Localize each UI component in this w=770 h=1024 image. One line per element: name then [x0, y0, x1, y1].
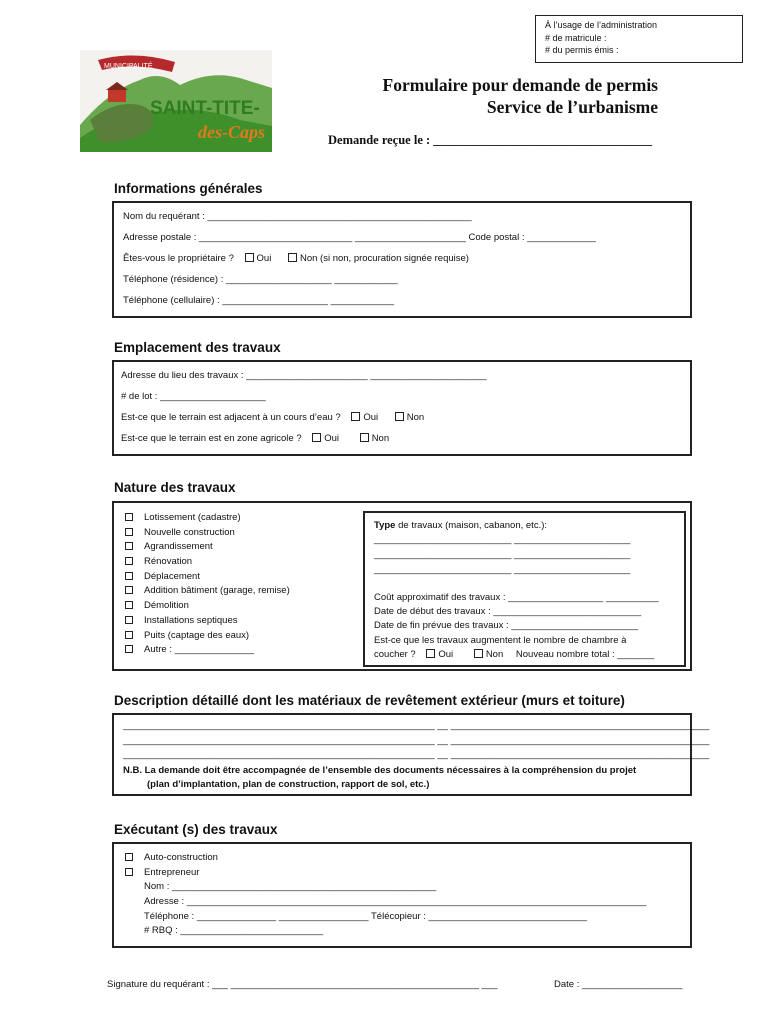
section-heading-general: Informations générales — [114, 181, 263, 196]
watercourse-question-label: Est-ce que le terrain est adjacent à un cours d’eau ? — [121, 412, 341, 423]
description-line-2[interactable]: ___________________________________________________________ __ _________________________________________________ — [123, 735, 710, 746]
list-item-label: Démolition — [144, 600, 189, 612]
bedrooms-no-label: Non — [485, 649, 504, 660]
bedrooms-answer — [374, 648, 654, 661]
agricultural-no-label: Non — [371, 433, 390, 444]
list-item-label: Addition bâtiment (garage, remise) — [144, 585, 290, 597]
cost-field[interactable]: Coût approximatif des travaux : __________________ __________ — [374, 592, 659, 603]
executant-box — [112, 842, 692, 948]
contractor-address-field[interactable]: Adresse : _______________________________________________________________________________________ — [144, 896, 647, 907]
watercourse-no-label: Non — [406, 412, 425, 423]
agricultural-yes-label: Oui — [324, 433, 340, 444]
list-item — [114, 866, 414, 881]
owner-no-label: Non (si non, procuration signée requise) — [299, 253, 469, 264]
executant-options — [114, 851, 414, 880]
list-item — [114, 629, 354, 644]
description-box — [112, 713, 710, 796]
agricultural-yes-checkbox[interactable] — [312, 433, 321, 442]
work-type-heading — [374, 519, 547, 532]
logo-name: SAINT-TITE- — [150, 98, 260, 119]
date-field[interactable]: Date : ___________________ — [554, 979, 683, 990]
phone-cell-field[interactable]: Téléphone (cellulaire) : ____________________ ____________ — [123, 295, 394, 306]
work-type-checkbox[interactable] — [125, 528, 133, 536]
agricultural-no-checkbox[interactable] — [360, 433, 369, 442]
owner-yes-label: Oui — [256, 253, 272, 264]
list-item-label: Déplacement — [144, 570, 200, 582]
nb-note-line2: (plan d’implantation, plan de construction, rapport de sol, etc.) — [147, 779, 430, 790]
bedrooms-question: Est-ce que les travaux augmentent le nombre de chambre à — [374, 635, 627, 646]
signature-field[interactable]: Signature du requérant : ___ _______________________________________________ ___ — [107, 979, 498, 990]
list-item — [114, 851, 414, 866]
form-title-line2: Service de l’urbanisme — [486, 97, 658, 117]
contractor-name-field[interactable]: Nom : __________________________________________________ — [144, 881, 437, 892]
location-box — [112, 360, 692, 456]
list-item — [114, 511, 354, 526]
work-type-blank-3[interactable]: __________________________ ______________________ — [374, 564, 631, 575]
work-type-blank-1[interactable]: __________________________ ______________________ — [374, 534, 631, 545]
work-type-checkbox[interactable] — [125, 542, 133, 550]
work-type-checkbox[interactable] — [125, 631, 133, 639]
work-type-list — [114, 511, 354, 658]
work-type-bold: Type — [374, 520, 396, 531]
bedrooms-question-end: coucher ? — [374, 649, 416, 660]
owner-yes-checkbox[interactable] — [245, 253, 254, 262]
list-item — [114, 570, 354, 585]
work-address-field[interactable]: Adresse du lieu des travaux : _______________________ ______________________ — [121, 370, 487, 381]
postal-address-field[interactable]: Adresse postale : _____________________________ _____________________ Code postal : _____________ — [123, 232, 596, 243]
agricultural-question-label: Est-ce que le terrain est en zone agricole ? — [121, 433, 302, 444]
watercourse-yes-checkbox[interactable] — [351, 412, 360, 421]
work-type-checkbox[interactable] — [125, 601, 133, 609]
request-received-field[interactable]: Demande reçue le : ___________________________________ — [328, 133, 653, 147]
general-info-box — [112, 201, 692, 318]
work-type-checkbox[interactable] — [125, 586, 133, 594]
work-type-checkbox[interactable] — [125, 572, 133, 580]
list-item-label: Agrandissement — [144, 541, 213, 553]
section-heading-location: Emplacement des travaux — [114, 340, 281, 355]
agricultural-question — [121, 432, 389, 445]
self-construction-checkbox[interactable] — [125, 853, 133, 861]
list-item-label: Puits (captage des eaux) — [144, 629, 250, 641]
work-type-blank-2[interactable]: __________________________ ______________________ — [374, 549, 631, 560]
work-type-checkbox[interactable] — [125, 513, 133, 521]
list-item — [114, 599, 354, 614]
work-type-checkbox[interactable] — [125, 557, 133, 565]
description-line-3[interactable]: ___________________________________________________________ __ _________________________________________________ — [123, 749, 710, 760]
bedrooms-total-field[interactable]: Nouveau nombre total : _______ — [515, 649, 655, 660]
work-type-checkbox[interactable] — [125, 645, 133, 653]
list-item-label: Lotissement (cadastre) — [144, 512, 241, 523]
list-item — [114, 614, 354, 629]
admin-permit-number: # du permis émis : — [545, 45, 619, 55]
phone-home-field[interactable]: Téléphone (résidence) : ____________________ ____________ — [123, 274, 398, 285]
list-item-label: Rénovation — [144, 556, 193, 568]
section-heading-nature: Nature des travaux — [114, 480, 236, 495]
work-details-box — [363, 511, 686, 667]
requester-name-field[interactable]: Nom du requérant : __________________________________________________ — [123, 211, 472, 222]
nb-note-line1: N.B. La demande doit être accompagnée de l’ensemble des documents nécessaires à la compréhension du projet — [123, 765, 637, 776]
self-construction-label: Auto-construction — [144, 852, 218, 863]
watercourse-yes-label: Oui — [363, 412, 379, 423]
list-item — [114, 540, 354, 555]
form-title — [300, 74, 658, 118]
form-title-line1: Formulaire pour demande de permis — [382, 75, 658, 95]
watercourse-question — [121, 411, 424, 424]
logo-banner-text: MUNICIPALITÉ — [104, 63, 153, 70]
section-heading-description: Description détaillé dont les matériaux de revêtement extérieur (murs et toiture) — [114, 693, 625, 708]
contractor-label: Entrepreneur — [144, 866, 200, 878]
lot-number-field[interactable]: # de lot : ____________________ — [121, 391, 266, 402]
bedrooms-yes-checkbox[interactable] — [426, 649, 435, 658]
work-type-checkbox[interactable] — [125, 616, 133, 624]
start-date-field[interactable]: Date de début des travaux : ____________________________ — [374, 606, 642, 617]
municipality-logo — [80, 50, 272, 152]
list-item — [114, 643, 354, 658]
admin-use-box — [535, 15, 743, 63]
contractor-phone-field[interactable]: Téléphone : _______________ _________________ Télécopieur : ______________________________ — [144, 911, 588, 922]
logo-script: des-Caps — [198, 122, 265, 142]
end-date-field[interactable]: Date de fin prévue des travaux : ________________________ — [374, 620, 639, 631]
admin-matricule: # de matricule : — [545, 32, 607, 43]
owner-question-label: Êtes-vous le propriétaire ? — [123, 253, 234, 264]
list-item-label: Nouvelle construction — [144, 526, 235, 538]
watercourse-no-checkbox[interactable] — [395, 412, 404, 421]
list-item-label: Autre : _______________ — [144, 644, 254, 656]
contractor-checkbox[interactable] — [125, 868, 133, 876]
list-item-label: Installations septiques — [144, 614, 238, 626]
work-type-rest: de travaux (maison, cabanon, etc.): — [395, 520, 548, 531]
list-item — [114, 526, 354, 541]
section-heading-executant: Exécutant (s) des travaux — [114, 822, 278, 837]
list-item — [114, 584, 354, 599]
admin-title: À l’usage de l’administration — [545, 20, 658, 30]
description-line-1[interactable]: ___________________________________________________________ __ _________________________________________________ — [123, 720, 710, 731]
list-item — [114, 555, 354, 570]
nature-box — [112, 501, 692, 671]
owner-question — [123, 252, 469, 265]
bedrooms-no-checkbox[interactable] — [474, 649, 483, 658]
bedrooms-yes-label: Oui — [438, 649, 454, 660]
contractor-rbq-field[interactable]: # RBQ : ___________________________ — [144, 925, 324, 936]
owner-no-checkbox[interactable] — [288, 253, 297, 262]
